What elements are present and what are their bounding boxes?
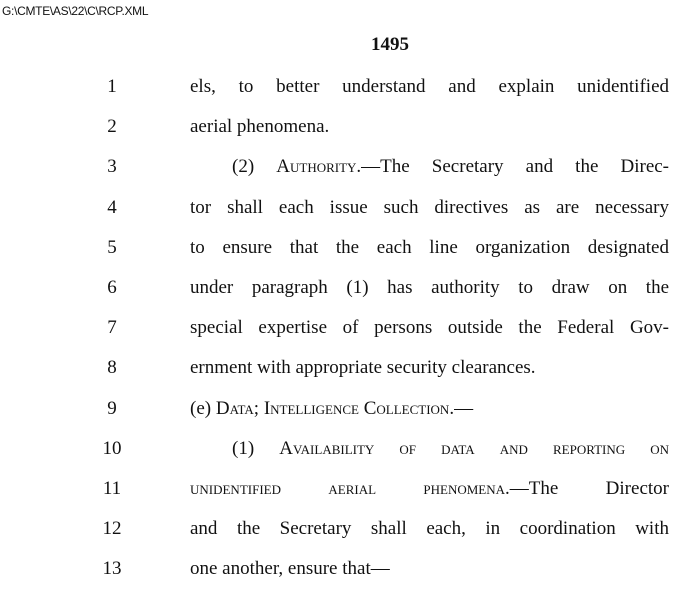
document-line (0, 155, 688, 195)
paragraph-prefix: (1) (232, 437, 280, 459)
document-line (0, 557, 688, 597)
line-text (232, 437, 669, 461)
section-heading: Data; Intelligence Collection (215, 397, 450, 419)
document-line (0, 115, 688, 155)
line-text: unidentified aerial phenomena.—The Director (190, 477, 669, 499)
document-line (0, 437, 688, 477)
line-number: 4 (107, 196, 117, 218)
line-text: and the Secretary shall each, in coordination with (190, 518, 669, 540)
line-number: 5 (107, 236, 117, 258)
line-number: 11 (102, 477, 122, 499)
document-line (0, 316, 688, 356)
paragraph-heading: Availability of data and reporting on (279, 437, 670, 459)
document-line (0, 517, 688, 557)
line-number: 6 (107, 276, 117, 298)
file-path-header: G:\CMTE\AS\22\C\RCP.XML (2, 4, 149, 18)
line-text: one another, ensure that— (190, 558, 390, 580)
page-number: 1495 (371, 34, 409, 55)
line-number: 8 (107, 357, 117, 379)
line-number: 9 (107, 397, 117, 419)
document-line (0, 75, 688, 115)
paragraph-heading: unidentified aerial phenomena (190, 477, 506, 499)
line-number: 3 (107, 156, 117, 178)
line-text: (2) Authority.—The Secretary and the Direc- (232, 156, 670, 178)
line-text: els, to better understand and explain unidentified (190, 76, 669, 97)
document-line (0, 276, 688, 316)
document-line (0, 397, 688, 437)
line-number: 12 (102, 518, 122, 540)
line-text: under paragraph (1) has authority to draw on the (190, 276, 669, 298)
line-text: tor shall each issue such directives as are necessary (190, 196, 669, 218)
line-number: 10 (102, 437, 122, 459)
document-body (0, 75, 688, 597)
paragraph-prefix: (e) (190, 397, 216, 419)
document-line (0, 477, 688, 517)
line-text: special expertise of persons outside the Federal Gov- (190, 317, 669, 339)
paragraph-heading: Authority (276, 156, 357, 178)
paragraph-prefix: (2) (232, 156, 277, 178)
line-number: 13 (102, 558, 122, 580)
line-text: to ensure that the each line organization designated (190, 236, 669, 258)
line-number: 2 (107, 116, 117, 138)
document-line (0, 196, 688, 236)
line-text: (e) Data; Intelligence Collection.— (190, 397, 474, 419)
line-number: 7 (107, 317, 117, 339)
line-number: 1 (107, 76, 117, 97)
document-line (0, 356, 688, 396)
document-line (0, 236, 688, 276)
line-text: ernment with appropriate security clearances. (190, 357, 536, 379)
line-text: aerial phenomena. (190, 116, 330, 138)
